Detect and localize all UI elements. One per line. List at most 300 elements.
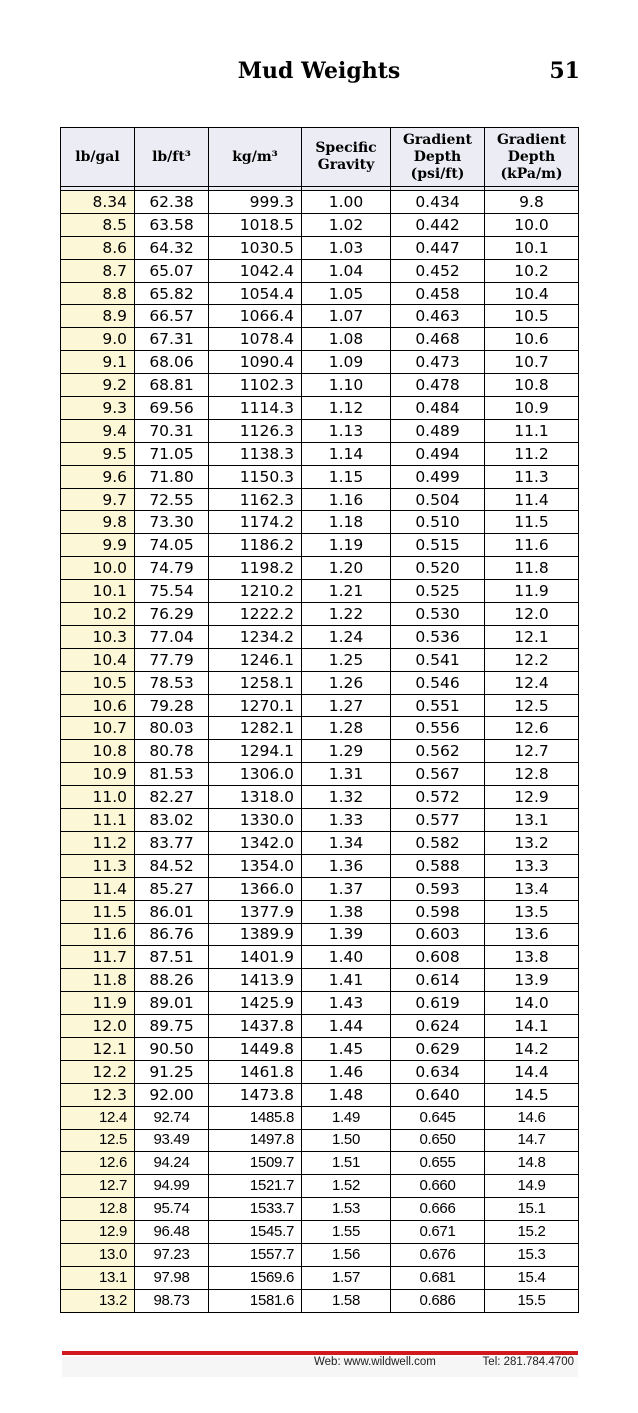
table-row: [61, 786, 579, 809]
cell-gradient-kpa: 13.3: [485, 854, 579, 877]
table-row: [61, 992, 579, 1015]
cell-lb-gal: 12.0: [61, 1015, 135, 1038]
cell-lb-gal: 9.3: [61, 397, 135, 420]
cell-gradient-kpa: 13.9: [485, 969, 579, 992]
cell-lb-ft3: 95.74: [135, 1198, 209, 1221]
cell-specific-gravity: 1.39: [302, 923, 391, 946]
cell-specific-gravity: 1.26: [302, 671, 391, 694]
cell-gradient-psi: 0.572: [391, 786, 485, 809]
cell-specific-gravity: 1.37: [302, 877, 391, 900]
cell-specific-gravity: 1.28: [302, 717, 391, 740]
cell-gradient-kpa: 14.9: [485, 1175, 579, 1198]
mud-weights-table: [60, 127, 579, 1313]
table-row: [61, 717, 579, 740]
footer-website: Web: www.wildwell.com: [314, 1356, 436, 1368]
cell-lb-ft3: 98.73: [135, 1289, 209, 1312]
table-row: [61, 374, 579, 397]
cell-gradient-psi: 0.434: [391, 191, 485, 214]
cell-gradient-kpa: 15.1: [485, 1198, 579, 1221]
cell-lb-ft3: 83.77: [135, 831, 209, 854]
cell-kg-m3: 1222.2: [209, 603, 302, 626]
cell-gradient-psi: 0.598: [391, 900, 485, 923]
cell-gradient-kpa: 11.3: [485, 465, 579, 488]
cell-kg-m3: 1401.9: [209, 946, 302, 969]
cell-lb-ft3: 71.80: [135, 465, 209, 488]
cell-gradient-kpa: 12.7: [485, 740, 579, 763]
cell-lb-gal: 10.6: [61, 694, 135, 717]
cell-lb-ft3: 63.58: [135, 213, 209, 236]
cell-gradient-psi: 0.686: [391, 1289, 485, 1312]
cell-kg-m3: 1018.5: [209, 213, 302, 236]
cell-lb-gal: 12.9: [61, 1221, 135, 1244]
cell-gradient-kpa: 10.4: [485, 282, 579, 305]
cell-specific-gravity: 1.04: [302, 259, 391, 282]
cell-gradient-psi: 0.510: [391, 511, 485, 534]
cell-specific-gravity: 1.16: [302, 488, 391, 511]
cell-kg-m3: 1114.3: [209, 397, 302, 420]
table-row: [61, 1175, 579, 1198]
cell-lb-ft3: 96.48: [135, 1221, 209, 1244]
cell-specific-gravity: 1.58: [302, 1289, 391, 1312]
cell-gradient-psi: 0.614: [391, 969, 485, 992]
cell-gradient-kpa: 11.8: [485, 557, 579, 580]
cell-specific-gravity: 1.08: [302, 328, 391, 351]
cell-gradient-psi: 0.634: [391, 1060, 485, 1083]
table-row: [61, 259, 579, 282]
cell-gradient-psi: 0.530: [391, 603, 485, 626]
cell-gradient-psi: 0.484: [391, 397, 485, 420]
header-gradient-psi: Gradient Depth (psi/ft): [391, 128, 485, 187]
cell-gradient-psi: 0.452: [391, 259, 485, 282]
header-lb-ft3: lb/ft³: [135, 128, 209, 187]
cell-lb-gal: 11.3: [61, 854, 135, 877]
cell-lb-gal: 10.4: [61, 648, 135, 671]
cell-lb-gal: 9.8: [61, 511, 135, 534]
cell-gradient-kpa: 12.4: [485, 671, 579, 694]
table-row: [61, 351, 579, 374]
cell-kg-m3: 1497.8: [209, 1129, 302, 1152]
cell-gradient-kpa: 14.5: [485, 1083, 579, 1106]
cell-gradient-kpa: 12.0: [485, 603, 579, 626]
cell-kg-m3: 1533.7: [209, 1198, 302, 1221]
cell-specific-gravity: 1.31: [302, 763, 391, 786]
cell-lb-gal: 10.5: [61, 671, 135, 694]
cell-lb-ft3: 64.32: [135, 236, 209, 259]
cell-specific-gravity: 1.20: [302, 557, 391, 580]
cell-gradient-kpa: 14.7: [485, 1129, 579, 1152]
cell-lb-gal: 12.6: [61, 1152, 135, 1175]
cell-lb-gal: 10.0: [61, 557, 135, 580]
table-row: [61, 282, 579, 305]
cell-gradient-kpa: 10.6: [485, 328, 579, 351]
table-row: [61, 648, 579, 671]
cell-gradient-kpa: 12.8: [485, 763, 579, 786]
footer-telephone: Tel: 281.784.4700: [482, 1356, 574, 1368]
cell-gradient-kpa: 10.7: [485, 351, 579, 374]
cell-gradient-kpa: 13.2: [485, 831, 579, 854]
page-title: Mud Weights: [237, 58, 401, 84]
cell-lb-ft3: 76.29: [135, 603, 209, 626]
cell-kg-m3: 1330.0: [209, 809, 302, 832]
page-number: 51: [549, 58, 580, 84]
cell-specific-gravity: 1.02: [302, 213, 391, 236]
table-row: [61, 603, 579, 626]
header-lb-gal: lb/gal: [61, 128, 135, 187]
cell-specific-gravity: 1.27: [302, 694, 391, 717]
cell-kg-m3: 1150.3: [209, 465, 302, 488]
cell-kg-m3: 1521.7: [209, 1175, 302, 1198]
cell-lb-ft3: 83.02: [135, 809, 209, 832]
cell-gradient-psi: 0.494: [391, 442, 485, 465]
cell-lb-gal: 9.7: [61, 488, 135, 511]
cell-gradient-psi: 0.504: [391, 488, 485, 511]
cell-lb-ft3: 62.38: [135, 191, 209, 214]
cell-specific-gravity: 1.55: [302, 1221, 391, 1244]
cell-kg-m3: 1485.8: [209, 1106, 302, 1129]
cell-gradient-kpa: 11.6: [485, 534, 579, 557]
cell-specific-gravity: 1.36: [302, 854, 391, 877]
cell-gradient-kpa: 12.9: [485, 786, 579, 809]
cell-lb-ft3: 80.78: [135, 740, 209, 763]
cell-gradient-psi: 0.458: [391, 282, 485, 305]
cell-lb-gal: 12.1: [61, 1037, 135, 1060]
cell-specific-gravity: 1.48: [302, 1083, 391, 1106]
cell-lb-ft3: 75.54: [135, 580, 209, 603]
cell-kg-m3: 1509.7: [209, 1152, 302, 1175]
cell-lb-gal: 11.7: [61, 946, 135, 969]
cell-gradient-psi: 0.660: [391, 1175, 485, 1198]
cell-lb-gal: 9.9: [61, 534, 135, 557]
table-row: [61, 534, 579, 557]
cell-gradient-psi: 0.520: [391, 557, 485, 580]
cell-lb-gal: 13.0: [61, 1243, 135, 1266]
cell-gradient-psi: 0.562: [391, 740, 485, 763]
cell-lb-ft3: 70.31: [135, 419, 209, 442]
cell-gradient-psi: 0.666: [391, 1198, 485, 1221]
table-row: [61, 877, 579, 900]
cell-specific-gravity: 1.56: [302, 1243, 391, 1266]
cell-kg-m3: 1437.8: [209, 1015, 302, 1038]
cell-specific-gravity: 1.15: [302, 465, 391, 488]
cell-gradient-psi: 0.593: [391, 877, 485, 900]
cell-gradient-psi: 0.655: [391, 1152, 485, 1175]
cell-gradient-psi: 0.515: [391, 534, 485, 557]
cell-gradient-kpa: 15.5: [485, 1289, 579, 1312]
cell-gradient-psi: 0.681: [391, 1266, 485, 1289]
cell-gradient-psi: 0.640: [391, 1083, 485, 1106]
cell-gradient-psi: 0.624: [391, 1015, 485, 1038]
cell-lb-ft3: 82.27: [135, 786, 209, 809]
cell-kg-m3: 1294.1: [209, 740, 302, 763]
cell-gradient-psi: 0.645: [391, 1106, 485, 1129]
table-row: [61, 236, 579, 259]
cell-specific-gravity: 1.50: [302, 1129, 391, 1152]
cell-gradient-kpa: 12.1: [485, 625, 579, 648]
cell-kg-m3: 1102.3: [209, 374, 302, 397]
cell-specific-gravity: 1.14: [302, 442, 391, 465]
cell-kg-m3: 1306.0: [209, 763, 302, 786]
cell-specific-gravity: 1.05: [302, 282, 391, 305]
cell-lb-gal: 11.1: [61, 809, 135, 832]
cell-gradient-kpa: 11.5: [485, 511, 579, 534]
cell-specific-gravity: 1.41: [302, 969, 391, 992]
header-gradient-kpa: Gradient Depth (kPa/m): [485, 128, 579, 187]
cell-specific-gravity: 1.51: [302, 1152, 391, 1175]
cell-specific-gravity: 1.18: [302, 511, 391, 534]
cell-lb-ft3: 74.79: [135, 557, 209, 580]
cell-kg-m3: 1090.4: [209, 351, 302, 374]
cell-gradient-kpa: 14.4: [485, 1060, 579, 1083]
cell-lb-gal: 13.1: [61, 1266, 135, 1289]
cell-gradient-kpa: 13.1: [485, 809, 579, 832]
cell-gradient-kpa: 14.2: [485, 1037, 579, 1060]
cell-lb-ft3: 65.82: [135, 282, 209, 305]
cell-lb-ft3: 67.31: [135, 328, 209, 351]
cell-kg-m3: 1210.2: [209, 580, 302, 603]
cell-gradient-psi: 0.650: [391, 1129, 485, 1152]
cell-gradient-psi: 0.489: [391, 419, 485, 442]
cell-gradient-psi: 0.525: [391, 580, 485, 603]
cell-gradient-psi: 0.442: [391, 213, 485, 236]
header-specific-gravity: Specific Gravity: [302, 128, 391, 187]
cell-lb-ft3: 69.56: [135, 397, 209, 420]
cell-lb-ft3: 74.05: [135, 534, 209, 557]
cell-gradient-psi: 0.567: [391, 763, 485, 786]
cell-kg-m3: 1581.6: [209, 1289, 302, 1312]
cell-kg-m3: 1270.1: [209, 694, 302, 717]
cell-kg-m3: 1413.9: [209, 969, 302, 992]
cell-gradient-psi: 0.551: [391, 694, 485, 717]
cell-lb-ft3: 68.06: [135, 351, 209, 374]
cell-lb-gal: 8.6: [61, 236, 135, 259]
cell-lb-ft3: 73.30: [135, 511, 209, 534]
cell-lb-gal: 11.9: [61, 992, 135, 1015]
cell-lb-ft3: 78.53: [135, 671, 209, 694]
cell-kg-m3: 1377.9: [209, 900, 302, 923]
table-row: [61, 694, 579, 717]
cell-kg-m3: 1042.4: [209, 259, 302, 282]
cell-specific-gravity: 1.46: [302, 1060, 391, 1083]
cell-kg-m3: 1126.3: [209, 419, 302, 442]
cell-specific-gravity: 1.00: [302, 191, 391, 214]
cell-lb-ft3: 92.74: [135, 1106, 209, 1129]
cell-gradient-kpa: 10.9: [485, 397, 579, 420]
cell-lb-ft3: 81.53: [135, 763, 209, 786]
table-row: [61, 1060, 579, 1083]
cell-kg-m3: 1174.2: [209, 511, 302, 534]
cell-lb-ft3: 79.28: [135, 694, 209, 717]
cell-lb-ft3: 91.25: [135, 1060, 209, 1083]
cell-gradient-kpa: 13.4: [485, 877, 579, 900]
cell-lb-gal: 8.9: [61, 305, 135, 328]
cell-gradient-kpa: 15.3: [485, 1243, 579, 1266]
cell-kg-m3: 999.3: [209, 191, 302, 214]
cell-gradient-kpa: 12.6: [485, 717, 579, 740]
cell-specific-gravity: 1.25: [302, 648, 391, 671]
cell-specific-gravity: 1.43: [302, 992, 391, 1015]
cell-gradient-psi: 0.671: [391, 1221, 485, 1244]
cell-kg-m3: 1282.1: [209, 717, 302, 740]
cell-lb-gal: 12.3: [61, 1083, 135, 1106]
cell-gradient-kpa: 11.1: [485, 419, 579, 442]
cell-lb-gal: 8.8: [61, 282, 135, 305]
table-row: [61, 671, 579, 694]
table-row: [61, 763, 579, 786]
cell-specific-gravity: 1.29: [302, 740, 391, 763]
cell-lb-gal: 9.6: [61, 465, 135, 488]
table-row: [61, 900, 579, 923]
cell-lb-ft3: 85.27: [135, 877, 209, 900]
table-row: [61, 831, 579, 854]
cell-gradient-kpa: 15.4: [485, 1266, 579, 1289]
cell-gradient-kpa: 9.8: [485, 191, 579, 214]
cell-kg-m3: 1066.4: [209, 305, 302, 328]
cell-gradient-psi: 0.619: [391, 992, 485, 1015]
cell-lb-gal: 9.5: [61, 442, 135, 465]
cell-lb-ft3: 87.51: [135, 946, 209, 969]
table-row: [61, 1243, 579, 1266]
table-row: [61, 740, 579, 763]
cell-lb-gal: 12.2: [61, 1060, 135, 1083]
table-row: [61, 419, 579, 442]
cell-specific-gravity: 1.09: [302, 351, 391, 374]
table-row: [61, 1129, 579, 1152]
cell-lb-ft3: 72.55: [135, 488, 209, 511]
cell-gradient-psi: 0.499: [391, 465, 485, 488]
cell-gradient-kpa: 14.8: [485, 1152, 579, 1175]
table-row: [61, 191, 579, 214]
table-row: [61, 854, 579, 877]
table-row: [61, 557, 579, 580]
cell-gradient-kpa: 14.0: [485, 992, 579, 1015]
cell-specific-gravity: 1.32: [302, 786, 391, 809]
table-row: [61, 397, 579, 420]
table-row: [61, 305, 579, 328]
cell-gradient-kpa: 10.5: [485, 305, 579, 328]
cell-specific-gravity: 1.52: [302, 1175, 391, 1198]
cell-specific-gravity: 1.19: [302, 534, 391, 557]
cell-gradient-kpa: 11.4: [485, 488, 579, 511]
cell-kg-m3: 1366.0: [209, 877, 302, 900]
cell-kg-m3: 1557.7: [209, 1243, 302, 1266]
cell-gradient-kpa: 10.1: [485, 236, 579, 259]
cell-lb-gal: 10.2: [61, 603, 135, 626]
cell-gradient-psi: 0.556: [391, 717, 485, 740]
table-row: [61, 809, 579, 832]
cell-specific-gravity: 1.24: [302, 625, 391, 648]
cell-lb-gal: 12.7: [61, 1175, 135, 1198]
table-row: [61, 580, 579, 603]
cell-lb-gal: 10.8: [61, 740, 135, 763]
table-row: [61, 946, 579, 969]
cell-kg-m3: 1473.8: [209, 1083, 302, 1106]
cell-kg-m3: 1425.9: [209, 992, 302, 1015]
cell-kg-m3: 1186.2: [209, 534, 302, 557]
cell-specific-gravity: 1.22: [302, 603, 391, 626]
cell-specific-gravity: 1.10: [302, 374, 391, 397]
cell-lb-ft3: 68.81: [135, 374, 209, 397]
cell-lb-gal: 11.6: [61, 923, 135, 946]
cell-lb-gal: 8.7: [61, 259, 135, 282]
cell-gradient-psi: 0.588: [391, 854, 485, 877]
cell-lb-gal: 11.5: [61, 900, 135, 923]
cell-lb-ft3: 88.26: [135, 969, 209, 992]
cell-gradient-psi: 0.608: [391, 946, 485, 969]
cell-specific-gravity: 1.44: [302, 1015, 391, 1038]
cell-gradient-psi: 0.473: [391, 351, 485, 374]
cell-kg-m3: 1078.4: [209, 328, 302, 351]
cell-gradient-kpa: 11.2: [485, 442, 579, 465]
cell-specific-gravity: 1.12: [302, 397, 391, 420]
cell-gradient-kpa: 11.9: [485, 580, 579, 603]
cell-specific-gravity: 1.57: [302, 1266, 391, 1289]
cell-gradient-psi: 0.468: [391, 328, 485, 351]
cell-lb-gal: 10.7: [61, 717, 135, 740]
cell-gradient-psi: 0.536: [391, 625, 485, 648]
cell-gradient-psi: 0.603: [391, 923, 485, 946]
cell-gradient-kpa: 10.0: [485, 213, 579, 236]
cell-lb-gal: 9.1: [61, 351, 135, 374]
table-row: [61, 1289, 579, 1312]
cell-gradient-kpa: 13.5: [485, 900, 579, 923]
cell-specific-gravity: 1.03: [302, 236, 391, 259]
cell-kg-m3: 1461.8: [209, 1060, 302, 1083]
cell-kg-m3: 1545.7: [209, 1221, 302, 1244]
cell-gradient-kpa: 15.2: [485, 1221, 579, 1244]
cell-specific-gravity: 1.33: [302, 809, 391, 832]
table-row: [61, 625, 579, 648]
footer-accent-bar: [62, 1351, 578, 1355]
cell-lb-ft3: 94.99: [135, 1175, 209, 1198]
cell-lb-ft3: 89.01: [135, 992, 209, 1015]
cell-kg-m3: 1342.0: [209, 831, 302, 854]
cell-lb-gal: 10.9: [61, 763, 135, 786]
cell-gradient-kpa: 10.2: [485, 259, 579, 282]
cell-gradient-psi: 0.541: [391, 648, 485, 671]
cell-kg-m3: 1354.0: [209, 854, 302, 877]
cell-lb-ft3: 93.49: [135, 1129, 209, 1152]
table-row: [61, 213, 579, 236]
cell-lb-gal: 11.0: [61, 786, 135, 809]
cell-kg-m3: 1258.1: [209, 671, 302, 694]
cell-gradient-kpa: 14.1: [485, 1015, 579, 1038]
cell-gradient-psi: 0.447: [391, 236, 485, 259]
cell-lb-ft3: 77.04: [135, 625, 209, 648]
cell-lb-ft3: 71.05: [135, 442, 209, 465]
cell-lb-gal: 12.4: [61, 1106, 135, 1129]
cell-specific-gravity: 1.49: [302, 1106, 391, 1129]
cell-specific-gravity: 1.45: [302, 1037, 391, 1060]
cell-specific-gravity: 1.21: [302, 580, 391, 603]
cell-kg-m3: 1318.0: [209, 786, 302, 809]
table-row: [61, 328, 579, 351]
cell-lb-gal: 8.5: [61, 213, 135, 236]
cell-kg-m3: 1569.6: [209, 1266, 302, 1289]
cell-lb-gal: 13.2: [61, 1289, 135, 1312]
cell-kg-m3: 1449.8: [209, 1037, 302, 1060]
table-row: [61, 1266, 579, 1289]
cell-lb-gal: 11.8: [61, 969, 135, 992]
header-row: [61, 128, 579, 187]
cell-gradient-psi: 0.478: [391, 374, 485, 397]
cell-gradient-psi: 0.676: [391, 1243, 485, 1266]
cell-lb-ft3: 92.00: [135, 1083, 209, 1106]
table-row: [61, 1198, 579, 1221]
cell-kg-m3: 1246.1: [209, 648, 302, 671]
cell-lb-ft3: 66.57: [135, 305, 209, 328]
cell-lb-ft3: 86.76: [135, 923, 209, 946]
table-row: [61, 923, 579, 946]
